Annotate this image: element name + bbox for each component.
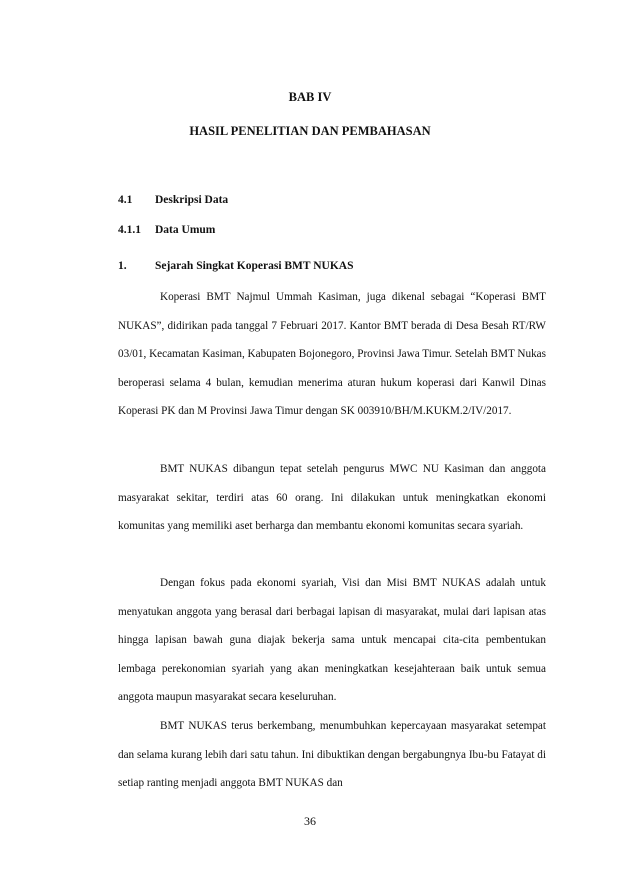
paragraph-3: Dengan fokus pada ekonomi syariah, Visi dan Misi BMT NUKAS adalah untuk menyatukan anggota yang berasal dari berbagai lapisan di masyarakat, mulai dari lapisan atas hingga lapisan bawah guna diajak bekerja sama untuk mencapai cita-cita pembentukan lembaga perekonomian syariah yang akan meningkatkan kesejahteraan baik untuk semua anggota maupun masyarakat secara keseluruhan. — [118, 577, 546, 704]
paragraph-1: Koperasi BMT Najmul Ummah Kasiman, juga dikenal sebagai “Koperasi BMT NUKAS”, didirikan pada tanggal 7 Februari 2017. Kantor BMT berada di Desa Besah RT/RW 03/01, Kecamatan Kasiman, Kabupaten Bojonegoro, Provinsi Jawa Timur. Setelah BMT Nukas beroperasi selama 4 bulan, kemudian menerima aturan hukum koperasi dari Kanwil Dinas Koperasi PK dan M Provinsi Jawa Timur dengan SK 003910/BH/M.KUKM.2/IV/2017. — [118, 291, 546, 418]
section-title: Sejarah Singkat Koperasi BMT NUKAS — [155, 260, 354, 272]
page-number: 36 — [304, 814, 316, 828]
section-heading-4-1 — [118, 194, 228, 206]
paragraph-4: BMT NUKAS terus berkembang, menumbuhkan kepercayaan masyarakat setempat dan selama kurang lebih dari satu tahun. Ini dibuktikan dengan bergabungnya Ibu-bu Fatayat di setiap ranting menjadi anggota BMT NUKAS dan — [118, 720, 546, 790]
section-title: Deskripsi Data — [155, 194, 229, 206]
section-heading-4-1-1 — [118, 224, 215, 236]
chapter-title: HASIL PENELITIAN DAN PEMBAHASAN — [189, 124, 431, 138]
section-number: 4.1.1 — [118, 224, 141, 236]
chapter-number: BAB IV — [288, 90, 332, 104]
subsection-heading-1 — [118, 260, 354, 272]
paragraph-2: BMT NUKAS dibangun tepat setelah pengurus MWC NU Kasiman dan anggota masyarakat sekitar, terdiri atas 60 orang. Ini dilakukan untuk meningkatkan ekonomi komunitas yang memiliki aset berharga dan membantu ekonomi komunitas secara syariah. — [118, 463, 546, 533]
section-number: 1. — [118, 260, 127, 272]
section-number: 4.1 — [118, 194, 133, 206]
section-title: Data Umum — [155, 224, 216, 236]
